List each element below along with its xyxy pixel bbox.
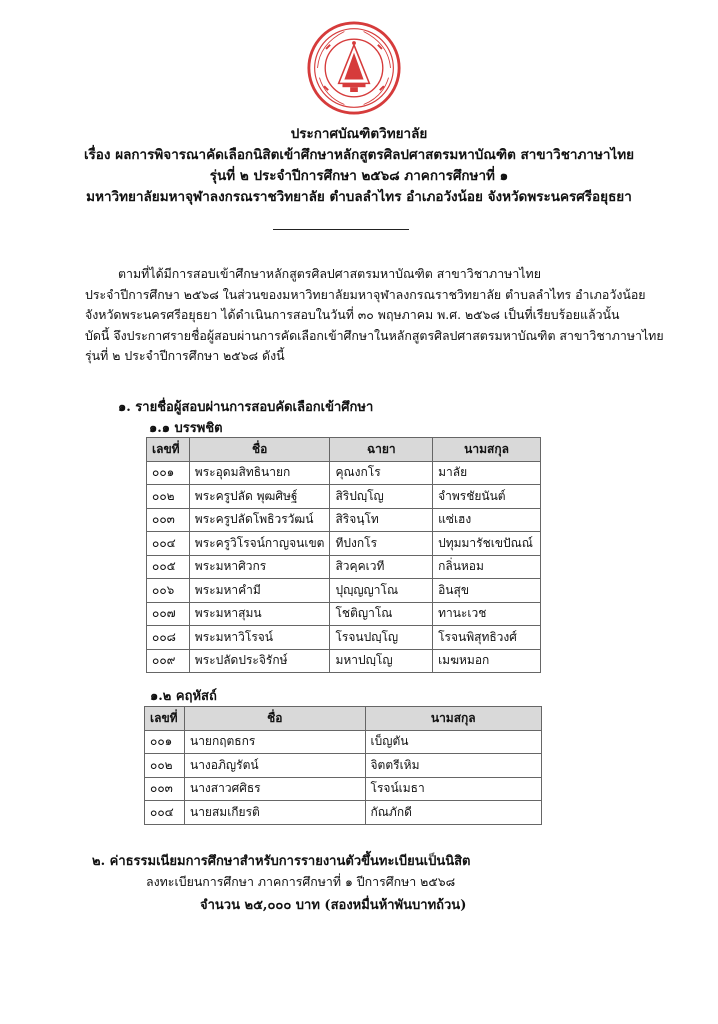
monks-subsection-title: ๑.๑ บรรพชิต — [149, 421, 223, 436]
col-name: ชื่อ — [189, 438, 330, 462]
table-cell: สิวคฺคเวที — [330, 555, 433, 579]
table-cell: โรจนปญฺโญ — [330, 626, 433, 650]
laypeople-subsection-title: ๑.๒ คฤหัสถ์ — [150, 689, 217, 704]
table-cell: ๐๐๖ — [147, 579, 190, 603]
table-row — [145, 730, 542, 754]
table-cell: มาลัย — [433, 461, 541, 485]
paragraph-line: รุ่นที่ ๒ ประจำปีการศึกษา ๒๕๖๘ ดังนี้ — [85, 348, 285, 364]
table-cell: ปุญฺญญาโณ — [330, 579, 433, 603]
table-cell: ปทุมมารัชเขปัณณ์ — [433, 532, 541, 556]
table-row — [145, 801, 542, 825]
announcement-header — [40, 124, 678, 208]
table-cell: พระมหาคำมี — [189, 579, 330, 603]
header-subject: เรื่อง ผลการพิจารณาคัดเลือกนิสิตเข้าศึกษาหลักสูตรศิลปศาสตรมหาบัณฑิต สาขาวิชาภาษาไทย — [83, 147, 635, 163]
table-row — [147, 461, 541, 485]
table-cell: พระครูวิโรจน์กาญจนเขต — [189, 532, 330, 556]
table-header-row — [147, 438, 541, 462]
table-row — [147, 602, 541, 626]
table-cell: ๐๐๙ — [147, 649, 190, 673]
col-number: เลขที่ — [147, 438, 190, 462]
table-cell: เมฆหมอก — [433, 649, 541, 673]
table-cell: นางอภิญรัตน์ — [184, 754, 365, 778]
table-cell: สิริจนฺโท — [330, 508, 433, 532]
laypeople-table — [144, 706, 542, 825]
table-cell: ๐๐๑ — [145, 730, 185, 754]
table-cell: ๐๐๒ — [147, 485, 190, 509]
paragraph-line: บัดนี้ จึงประกาศรายชื่อผู้สอบผ่านการคัดเลือกเข้าศึกษาในหลักสูตรศิลปศาสตรมหาบัณฑิต สาขาวิชาภาษาไทย — [85, 327, 664, 343]
table-cell: จิตตรีเหิม — [365, 754, 541, 778]
col-number: เลขที่ — [145, 707, 185, 731]
section1-title: ๑. รายชื่อผู้สอบผ่านการสอบคัดเลือกเข้าศึกษา — [118, 400, 374, 415]
table-cell: นายกฤตธกร — [184, 730, 365, 754]
fee-registration-line: ลงทะเบียนการศึกษา ภาคการศึกษาที่ ๑ ปีการศึกษา ๒๕๖๘ — [146, 874, 456, 889]
table-cell: ทีปงกโร — [330, 532, 433, 556]
table-row — [147, 626, 541, 650]
table-cell: มหาปญฺโญ — [330, 649, 433, 673]
table-cell: กัณภักดี — [365, 801, 541, 825]
table-cell: สิริปญฺโญ — [330, 485, 433, 509]
header-university: มหาวิทยาลัยมหาจุฬาลงกรณราชวิทยาลัย ตำบลลำไทร อำเภอวังน้อย จังหวัดพระนครศรีอยุธยา — [86, 189, 632, 205]
table-cell: จำพรชัยนันต์ — [433, 485, 541, 509]
table-cell: ๐๐๒ — [145, 754, 185, 778]
section2-title: ๒. ค่าธรรมเนียมการศึกษาสำหรับการรายงานตัวขึ้นทะเบียนเป็นนิสิต — [92, 854, 471, 869]
table-cell: ๐๐๔ — [147, 532, 190, 556]
university-seal-icon — [306, 20, 402, 116]
table-row — [147, 649, 541, 673]
header-divider — [273, 229, 409, 230]
table-row — [147, 532, 541, 556]
table-cell: อินสุข — [433, 579, 541, 603]
col-monk-name: ฉายา — [330, 438, 433, 462]
table-cell: ทานะเวช — [433, 602, 541, 626]
table-row — [145, 754, 542, 778]
col-surname: นามสกุล — [433, 438, 541, 462]
table-cell: โรจน์เมธา — [365, 777, 541, 801]
table-cell: นายสมเกียรติ — [184, 801, 365, 825]
table-cell: พระอุดมสิทธินายก — [189, 461, 330, 485]
table-cell: โรจนพิสุทธิวงศ์ — [433, 626, 541, 650]
table-cell: พระมหาศิวกร — [189, 555, 330, 579]
table-cell: ๐๐๔ — [145, 801, 185, 825]
table-cell: ๐๐๓ — [145, 777, 185, 801]
table-cell: ๐๐๕ — [147, 555, 190, 579]
table-row — [147, 555, 541, 579]
header-title: ประกาศบัณฑิตวิทยาลัย — [290, 126, 428, 142]
paragraph-line: จังหวัดพระนครศรีอยุธยา ได้ดำเนินการสอบในวันที่ ๓๐ พฤษภาคม พ.ศ. ๒๕๖๘ เป็นที่เรียบร้อยแล้วนั้น — [85, 307, 620, 323]
table-cell: แซ่เฮง — [433, 508, 541, 532]
table-row — [145, 777, 542, 801]
paragraph-line: ประจำปีการศึกษา ๒๕๖๘ ในส่วนของมหาวิทยาลัยมหาจุฬาลงกรณราชวิทยาลัย ตำบลลำไทร อำเภอวังน้อย — [85, 286, 646, 302]
col-surname: นามสกุล — [365, 707, 541, 731]
table-cell: พระครูปลัด พุฒศิษฐ์ — [189, 485, 330, 509]
table-cell: พระครูปลัดโพธิวรวัฒน์ — [189, 508, 330, 532]
fee-amount-line: จำนวน ๒๕,๐๐๐ บาท (สองหมื่นห้าพันบาทถ้วน) — [200, 898, 467, 913]
header-batch: รุ่นที่ ๒ ประจำปีการศึกษา ๒๕๖๘ ภาคการศึกษาที่ ๑ — [209, 168, 509, 184]
table-cell: กลิ่นหอม — [433, 555, 541, 579]
table-cell: พระมหาสุมน — [189, 602, 330, 626]
monks-table — [146, 437, 541, 673]
table-cell: ๐๐๗ — [147, 602, 190, 626]
table-cell: คุณงกโร — [330, 461, 433, 485]
table-row — [147, 579, 541, 603]
table-cell: พระปลัดประจิรักษ์ — [189, 649, 330, 673]
col-name: ชื่อ — [184, 707, 365, 731]
table-cell: ๐๐๘ — [147, 626, 190, 650]
table-cell: เบ็ญตัน — [365, 730, 541, 754]
table-cell: พระมหาวิโรจน์ — [189, 626, 330, 650]
table-cell: ๐๐๑ — [147, 461, 190, 485]
announcement-paragraph — [85, 264, 665, 367]
table-cell: ๐๐๓ — [147, 508, 190, 532]
table-cell: นางสาวศศิธร — [184, 777, 365, 801]
table-header-row — [145, 707, 542, 731]
table-row — [147, 508, 541, 532]
table-cell: โชติญาโณ — [330, 602, 433, 626]
paragraph-line: ตามที่ได้มีการสอบเข้าศึกษาหลักสูตรศิลปศาสตรมหาบัณฑิต สาขาวิชาภาษาไทย — [118, 266, 541, 281]
table-row — [147, 485, 541, 509]
